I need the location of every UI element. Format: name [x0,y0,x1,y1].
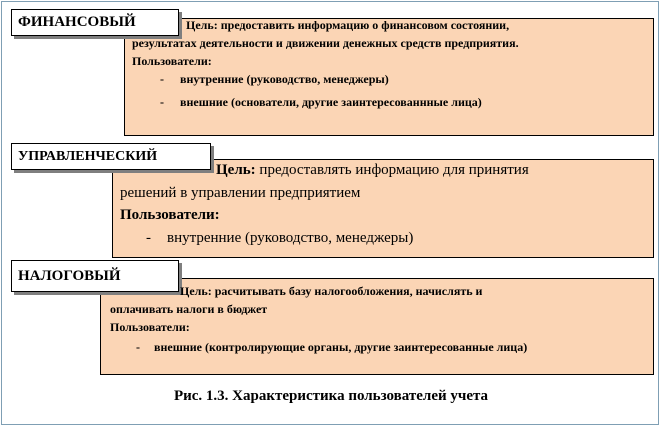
financial-tag [11,9,179,36]
tax-tag-label: НАЛОГОВЫЙ [18,268,121,284]
financial-goal-label: Цель: [186,18,218,32]
tax-users-label: Пользователи: [110,320,190,334]
tax-goal-label: Цель: [180,284,212,298]
financial-user-1-text: внутренние (руководство, менеджеры) [180,72,389,86]
tax-user-item-1 [136,340,527,355]
management-goal-text1: предоставлять информацию для принятия [255,162,529,178]
bullet: - [160,72,164,86]
financial-tag-label: ФИНАНСОВЫЙ [18,14,136,30]
figure-caption: Рис. 1.3. Характеристика пользователей учета [173,388,489,404]
financial-user-item-1 [160,72,389,87]
financial-goal-line2: результатах деятельности и движении денежных средств предприятия. [132,36,519,50]
tax-tag [11,260,179,292]
management-goal-label: Цель: [216,162,256,178]
management-user-item-1 [146,230,413,247]
bullet: - [136,340,140,354]
management-tag-label: УПРАВЛЕНЧЕСКИЙ [18,149,158,164]
bullet: - [146,230,151,246]
tax-goal-line1 [180,284,482,299]
management-goal-line1 [216,162,529,179]
management-goal-line2: решений в управлении предприятием [120,185,361,201]
financial-goal-line1 [186,18,509,33]
tax-user-1-text: внешние (контролирующие органы, другие заинтересованные лица) [154,340,528,354]
tax-goal-line2: оплачивать налоги в бюджет [110,302,268,316]
management-user-1-text: внутренние (руководство, менеджеры) [167,230,414,246]
management-tag [11,143,211,170]
financial-user-2-text: внешние (основатели, другие заинтересованнные лица) [180,95,482,109]
financial-goal-text1: предоставить информацию о финансовом состоянии, [217,18,510,32]
management-users-label: Пользователи: [120,207,220,223]
financial-user-item-2 [160,95,482,110]
financial-users-label: Пользователи: [132,54,212,68]
tax-goal-text1: расчитывать базу налогообложения, начислять и [211,284,483,298]
bullet: - [160,95,164,109]
